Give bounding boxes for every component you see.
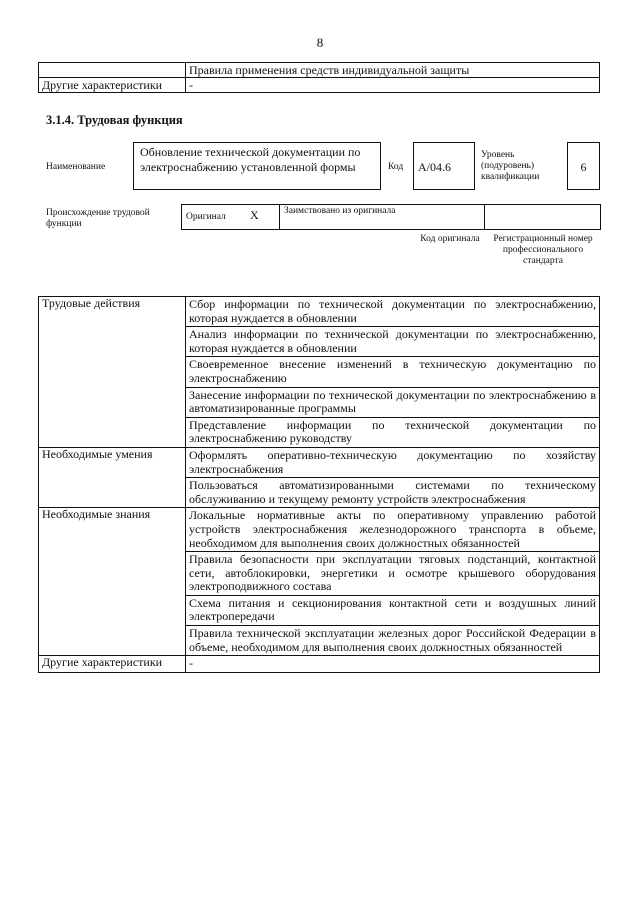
labor-action-item: Сбор информации по технической документации по электроснабжению, которая нуждается в обновлении	[186, 297, 600, 327]
previous-table-tail	[38, 62, 600, 93]
table-row	[39, 508, 600, 552]
original-label: Оригинал	[186, 212, 226, 222]
knowledge-item: Локальные нормативные акты по оперативному управлению работой устройств электроснабжения железнодорожного транспорта в объеме, необходимом для выполнения своих должностных обязанностей	[186, 508, 600, 552]
name-label: Наименование	[46, 162, 106, 172]
borrowed-label: Заимствовано из оригинала	[284, 206, 396, 216]
labor-action-item: Анализ информации по технической документации по электроснабжению, которая нуждается в обновлении	[186, 327, 600, 357]
labor-action-item: Занесение информации по технической документации по электроснабжению в автоматизированные программы	[186, 387, 600, 417]
table-row	[39, 63, 600, 78]
function-details-table	[38, 296, 600, 673]
knowledge-item: Правила безопасности при эксплуатации тяговых подстанций, контактной сети, автоблокировки, энергетики и осмотре крышевого оборудования электроподвижного состава	[186, 552, 600, 596]
page-number: 8	[316, 35, 324, 50]
knowledge-label: Необходимые знания	[39, 508, 186, 656]
function-code-box: А/04.6	[413, 142, 475, 190]
other-characteristics-value: -	[186, 78, 600, 93]
skill-item: Пользоваться автоматизированными системами по техническому обслуживанию и текущему ремонту устройств электроснабжения	[186, 478, 600, 508]
knowledge-item: Правила технической эксплуатации железных дорог Российской Федерации в объеме, необходимом для выполнения своих должностных обязанностей	[186, 626, 600, 656]
labor-action-item: Представление информации по технической документации по электроснабжению руководству	[186, 417, 600, 447]
labor-action-item: Своевременное внесение изменений в техническую документацию по электроснабжению	[186, 357, 600, 387]
original-mark: X	[250, 208, 259, 222]
other-characteristics-value: -	[186, 656, 600, 673]
skills-label: Необходимые умения	[39, 447, 186, 507]
table-row	[39, 297, 600, 327]
skill-item: Оформлять оперативно-техническую документацию по хозяйству электроснабжения	[186, 447, 600, 477]
function-name-box: Обновление технической документации по электроснабжению установленной формы	[133, 142, 381, 190]
table-cell: Правила применения средств индивидуальной защиты	[186, 63, 600, 78]
other-characteristics-label: Другие характеристики	[39, 656, 186, 673]
table-row	[39, 78, 600, 93]
other-characteristics-label: Другие характеристики	[39, 78, 186, 93]
code-original-caption: Код оригинала	[420, 234, 480, 244]
qualification-level-label: Уровень (подуровень) квалификации	[481, 150, 540, 182]
table-row	[39, 447, 600, 477]
labor-actions-label: Трудовые действия	[39, 297, 186, 448]
origin-label: Происхождение трудовой функции	[46, 208, 150, 229]
code-label: Код	[388, 162, 404, 172]
registration-number-caption: Регистрационный номер профессионального стандарта	[493, 234, 593, 266]
cell-divider	[484, 204, 485, 230]
qualification-level-box: 6	[567, 142, 600, 190]
knowledge-item: Схема питания и секционирования контактной сети и воздушных линий электропередачи	[186, 595, 600, 625]
section-title: 3.1.4. Трудовая функция	[46, 113, 183, 127]
table-row	[39, 656, 600, 673]
empty-cell	[39, 63, 186, 78]
